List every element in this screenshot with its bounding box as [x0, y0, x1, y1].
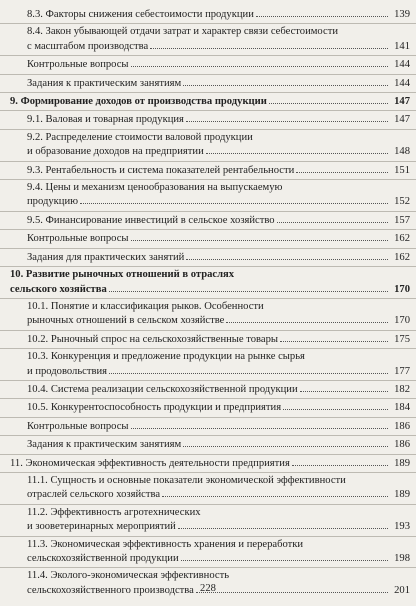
toc-page-number: 141: [394, 40, 410, 52]
toc-entry-title: рыночных отношений в сельском хозяйстве: [27, 315, 225, 327]
toc-dot-leader: [80, 194, 388, 204]
toc-entry-line: [27, 231, 410, 245]
toc-entry: [0, 331, 416, 349]
toc-entry-title: сельскохозяйственной продукции: [27, 553, 179, 564]
toc-entry-title: 11. Экономическая эффективность деятельности предприятия: [10, 457, 290, 469]
toc-dot-leader: [256, 7, 388, 17]
toc-entry-title: 9.3. Рентабельность и система показателей рентабельности: [27, 164, 295, 176]
toc-page-number: 186: [394, 439, 410, 451]
toc-section: [27, 213, 410, 227]
toc-dot-leader: [283, 400, 388, 410]
toc-dot-leader: [280, 332, 388, 342]
toc-entry-line: [27, 419, 410, 433]
toc-section: [27, 57, 410, 71]
toc-entry-title: 10.4. Система реализации сельскохозяйственной продукции: [27, 383, 298, 395]
toc-dot-leader: [269, 94, 388, 104]
toc-section: [27, 506, 410, 534]
toc-entry-line: [27, 474, 410, 487]
toc-entry-line: [27, 332, 410, 346]
toc-section: [27, 474, 410, 502]
toc-entry-title: 11.4. Эколого-экономическая эффективность: [27, 570, 230, 582]
toc-entry-title: продукцию: [27, 196, 79, 208]
toc-dot-leader: [292, 456, 388, 466]
toc-entry-title: 9.1. Валовая и товарная продукция: [27, 114, 184, 126]
toc-entry: [0, 212, 416, 230]
toc-entry-line: [27, 400, 410, 414]
toc-entry-title: и продовольствия: [27, 365, 108, 377]
toc-section: [27, 300, 410, 328]
toc-entry-line: [27, 25, 410, 38]
toc-entry-title: Контрольные вопросы: [27, 233, 129, 245]
toc-entry-title: с масштабом производства: [27, 40, 149, 52]
toc-entry-line: [27, 250, 410, 264]
toc-entry-title: сельского хозяйства: [10, 283, 107, 295]
toc-entry-line: [27, 519, 410, 533]
toc-entry: [0, 93, 416, 111]
toc-section: [27, 7, 410, 21]
toc-page-number: 186: [394, 420, 410, 432]
toc-entry-line: [27, 300, 410, 313]
toc-page-number: 144: [394, 77, 410, 89]
toc-page-number: 139: [394, 9, 410, 20]
toc-dot-leader: [150, 39, 388, 49]
toc-entry-line: [27, 551, 410, 565]
toc-page-number: 198: [394, 553, 410, 564]
toc-entry: [0, 473, 416, 505]
toc-entry-title: Задания к практическим занятиям: [27, 77, 182, 89]
toc-entry-line: [27, 538, 410, 551]
toc-entry-line: [27, 181, 410, 194]
toc-entry-line: [27, 350, 410, 363]
toc-entry: [0, 230, 416, 248]
toc-entry-line: [27, 131, 410, 144]
toc-section: [27, 419, 410, 433]
toc-page-number: 157: [394, 214, 410, 226]
toc-page-number: 201: [394, 584, 410, 596]
toc-entry-line: [27, 569, 410, 582]
toc-dot-leader: [109, 364, 388, 374]
toc-entry: [0, 455, 416, 473]
toc-dot-leader: [183, 437, 388, 447]
toc-section: [27, 76, 410, 90]
toc-entry: [0, 299, 416, 331]
toc-entry-title: 11.2. Эффективность агротехнических: [27, 506, 201, 518]
toc-dot-leader: [300, 382, 388, 392]
toc-entry: [0, 399, 416, 417]
toc-section: [27, 437, 410, 451]
toc-entry-title: 9.4. Цены и механизм ценообразования на выпускаемую: [27, 182, 283, 194]
toc-entry-line: [27, 487, 410, 501]
toc-entry: [0, 130, 416, 162]
toc-entry-line: [27, 364, 410, 378]
toc-dot-leader: [162, 487, 388, 497]
toc-entry: [0, 436, 416, 454]
toc-entry-title: Контрольные вопросы: [27, 420, 129, 432]
toc-entry-title: 9. Формирование доходов от производства продукции: [10, 96, 267, 108]
toc-entry: [0, 381, 416, 399]
toc-entry-line: [27, 194, 410, 208]
toc-entry-title: Задания к практическим занятиям: [27, 439, 182, 451]
toc-dot-leader: [183, 76, 388, 86]
toc-entry-line: [27, 7, 410, 21]
toc-section: [27, 181, 410, 209]
table-of-contents: [0, 6, 416, 599]
toc-entry: [0, 111, 416, 129]
toc-page-number: 147: [394, 96, 410, 108]
toc-dot-leader: [186, 250, 388, 260]
toc-entry: [0, 505, 416, 537]
toc-page-number: 182: [394, 383, 410, 395]
toc-entry-line: [27, 437, 410, 451]
toc-page-number: 175: [394, 333, 410, 345]
toc-page-number: 189: [394, 457, 410, 469]
toc-chapter: [10, 268, 410, 296]
toc-entry: [0, 24, 416, 56]
page-number: 228: [200, 583, 216, 594]
toc-entry-title: отраслей сельского хозяйства: [27, 489, 161, 501]
toc-entry-title: 11.1. Сущность и основные показатели экономической эффективности: [27, 474, 346, 486]
toc-page-number: 189: [394, 489, 410, 501]
toc-entry-line: [27, 112, 410, 126]
toc-entry-title: Задания для практических занятий: [27, 251, 185, 263]
toc-dot-leader: [178, 519, 388, 529]
toc-entry-line: [27, 76, 410, 90]
toc-entry-title: 11.3. Экономическая эффективность хранения и переработки: [27, 538, 304, 550]
toc-dot-leader: [206, 144, 388, 154]
toc-entry-line: [10, 282, 410, 296]
toc-entry-line: [27, 144, 410, 158]
toc-page-number: 170: [394, 315, 410, 327]
toc-dot-leader: [296, 163, 388, 173]
toc-entry: [0, 418, 416, 436]
toc-entry-line: [27, 57, 410, 71]
toc-entry-line: [27, 213, 410, 227]
toc-dot-leader: [109, 282, 388, 292]
toc-entry: [0, 162, 416, 180]
toc-entry-title: 10. Развитие рыночных отношений в отраслях: [10, 269, 235, 281]
toc-page-number: 162: [394, 251, 410, 263]
toc-page-number: 170: [394, 283, 410, 295]
toc-entry-line: [27, 163, 410, 177]
toc-section: [27, 538, 410, 566]
toc-section: [27, 332, 410, 346]
toc-entry-title: 8.3. Факторы снижения себестоимости продукции: [27, 9, 254, 20]
toc-entry: [0, 249, 416, 267]
toc-entry-line: [27, 506, 410, 519]
toc-page-number: 184: [394, 402, 410, 414]
toc-entry-title: 10.2. Рыночный спрос на сельскохозяйственные товары: [27, 333, 279, 345]
toc-page-number: 162: [394, 233, 410, 245]
toc-dot-leader: [186, 112, 388, 122]
toc-entry: [0, 56, 416, 74]
toc-chapter: [10, 456, 410, 470]
toc-dot-leader: [226, 313, 388, 323]
toc-entry-line: [10, 94, 410, 108]
toc-entry-title: 10.3. Конкуренция и предложение продукции на рынке сырья: [27, 351, 305, 363]
toc-section: [27, 231, 410, 245]
toc-entry: [0, 6, 416, 24]
toc-entry-title: 8.4. Закон убывающей отдачи затрат и характер связи себестоимости: [27, 26, 338, 38]
toc-entry: [0, 180, 416, 212]
toc-entry-line: [27, 382, 410, 396]
toc-entry-line: [27, 39, 410, 53]
toc-dot-leader: [181, 551, 388, 561]
toc-entry: [0, 267, 416, 299]
toc-dot-leader: [131, 57, 388, 67]
toc-section: [27, 400, 410, 414]
toc-entry: [0, 349, 416, 381]
toc-entry-title: и образование доходов на предприятии: [27, 146, 204, 158]
toc-page-number: 152: [394, 196, 410, 208]
toc-section: [27, 25, 410, 53]
toc-entry-title: сельскохозяйственного производства: [27, 584, 194, 596]
toc-entry-title: 9.5. Финансирование инвестиций в сельское хозяйство: [27, 214, 275, 226]
toc-entry-title: Контрольные вопросы: [27, 59, 129, 71]
toc-entry-line: [10, 456, 410, 470]
toc-dot-leader: [277, 213, 388, 223]
toc-entry-line: [27, 313, 410, 327]
toc-section: [27, 250, 410, 264]
toc-page-number: 148: [394, 146, 410, 158]
toc-section: [27, 131, 410, 159]
toc-entry-title: 9.2. Распределение стоимости валовой продукции: [27, 131, 253, 143]
toc-section: [27, 382, 410, 396]
toc-chapter: [10, 94, 410, 108]
toc-dot-leader: [131, 419, 388, 429]
toc-section: [27, 163, 410, 177]
toc-entry: [0, 75, 416, 93]
toc-page-number: 177: [394, 365, 410, 377]
toc-section: [27, 350, 410, 378]
toc-dot-leader: [131, 231, 388, 241]
toc-page-number: 147: [394, 114, 410, 126]
toc-entry-title: 10.5. Конкурентоспособность продукции и предприятия: [27, 402, 282, 414]
toc-page-number: 151: [394, 164, 410, 176]
toc-entry-title: и зооветеринарных мероприятий: [27, 521, 176, 533]
toc-section: [27, 112, 410, 126]
toc-entry: [0, 537, 416, 569]
toc-page-number: 144: [394, 59, 410, 71]
toc-page-number: 193: [394, 521, 410, 533]
toc-entry-line: [10, 268, 410, 281]
toc-entry-title: 10.1. Понятие и классификация рыков. Особенности: [27, 300, 264, 312]
